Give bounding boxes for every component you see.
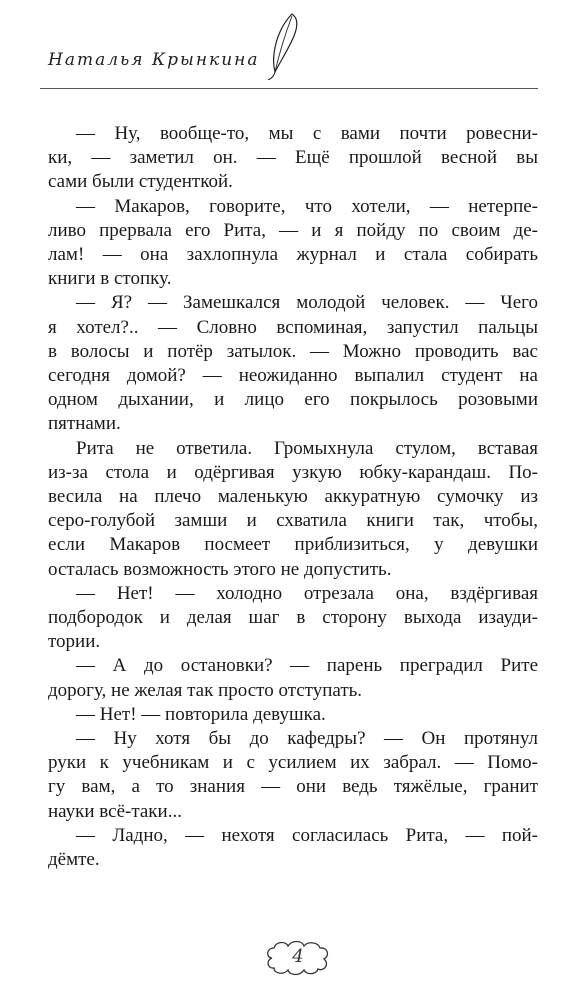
text-line: ливо прервала его Рита, — и я пойду по своим де- bbox=[48, 219, 538, 241]
text-line: я хотел?.. — Словно вспоминая, запустил пальцы bbox=[48, 316, 538, 338]
text-line: тории. bbox=[48, 631, 101, 653]
text-line: науки всё-таки... bbox=[48, 800, 182, 822]
text-line: — Ладно, — нехотя согласилась Рита, — пой- bbox=[76, 824, 538, 846]
text-line: подбородок и делая шаг в сторону выхода изауди- bbox=[48, 607, 538, 629]
text-line: осталась возможность этого не допустить. bbox=[48, 558, 392, 580]
header-divider bbox=[40, 88, 538, 89]
text-line: гу вам, а то знания — они ведь тяжёлые, гранит bbox=[48, 776, 538, 798]
text-line: ки, — заметил он. — Ещё прошлой весной вы bbox=[48, 147, 538, 169]
text-line: в волосы и потёр затылок. — Можно проводить вас bbox=[48, 340, 538, 362]
body-text bbox=[48, 122, 538, 872]
text-line: книги в стопку. bbox=[48, 268, 172, 290]
text-line: — Нет! — холодно отрезала она, вздёргивая bbox=[76, 582, 538, 604]
text-line: руки к учебникам и с усилием их забрал. — Помо- bbox=[48, 752, 538, 774]
text-line: — Я? — Замешкался молодой человек. — Чего bbox=[76, 292, 538, 314]
text-line: — Ну, вообще-то, мы с вами почти ровесни- bbox=[76, 123, 538, 144]
text-line: пятнами. bbox=[48, 413, 121, 435]
text-line: лам! — она захлопнула журнал и стала собирать bbox=[48, 244, 538, 266]
text-line: — Макаров, говорите, что хотели, — нетерпе- bbox=[76, 195, 538, 217]
text-line: дорогу, не желая так просто отступать. bbox=[48, 679, 363, 701]
text-line: — Ну хотя бы до кафедры? — Он протянул bbox=[76, 728, 538, 750]
text-line: весила на плечо маленькую аккуратную сумочку из bbox=[48, 486, 538, 508]
page-header bbox=[0, 0, 577, 92]
text-line: сами были студенткой. bbox=[48, 171, 233, 193]
text-line: серо-голубой замши и схватила книги так, чтобы, bbox=[48, 510, 538, 532]
text-line: одном дыхании, и лицо его покрылось розовыми bbox=[48, 389, 538, 411]
text-line: Рита не ответила. Громыхнула стулом, вставая bbox=[76, 437, 538, 459]
page-footer bbox=[262, 938, 334, 978]
author-name: Наталья Крынкина bbox=[48, 50, 260, 70]
text-line: — А до остановки? — парень преградил Рите bbox=[76, 655, 538, 677]
text-line: сегодня домой? — неожиданно выпалил студент на bbox=[48, 365, 538, 387]
feather-quill-icon bbox=[262, 10, 302, 80]
page-number: 4 bbox=[292, 946, 304, 967]
text-line: дёмте. bbox=[48, 849, 100, 871]
text-line: — Нет! — повторила девушка. bbox=[76, 703, 326, 725]
text-line: из-за стола и одёргивая узкую юбку-карандаш. По- bbox=[48, 461, 538, 483]
text-line: если Макаров посмеет приблизиться, у девушки bbox=[48, 534, 538, 556]
